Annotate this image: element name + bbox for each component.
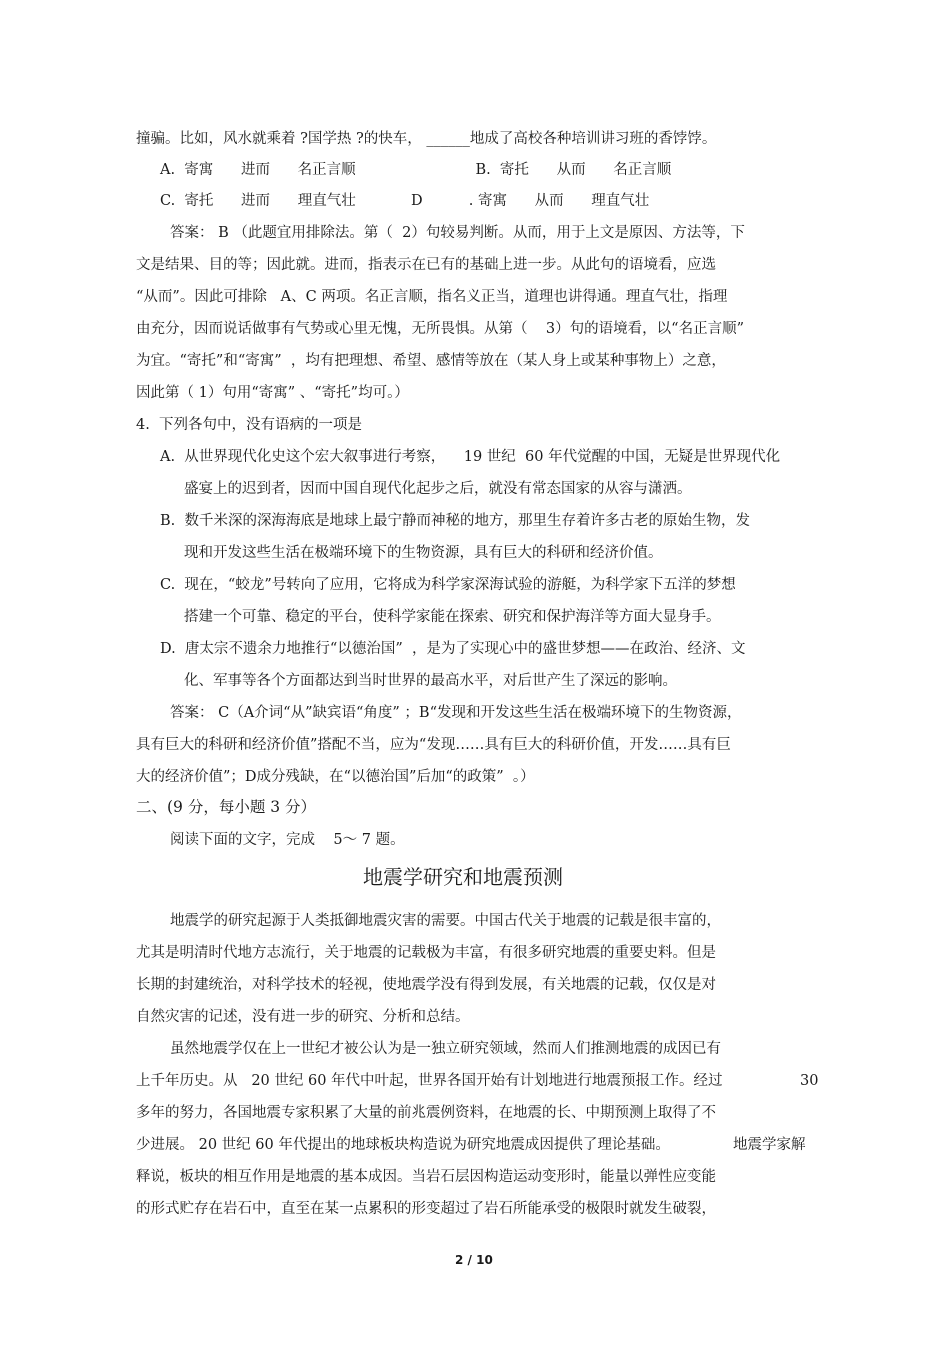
- option-line: A. 寄寓 进而 名正言顺 B. 寄托 从而 名正言顺: [160, 162, 672, 178]
- paragraph-line-tail: 30: [800, 1073, 819, 1089]
- text-line: 由充分，因而说话做事有气势或心里无愧，无所畏惧。从第（ 3）句的语境看，以“名正言顺”: [136, 321, 744, 337]
- paragraph-line: 自然灾害的记述，没有进一步的研究、分析和总结。: [136, 1009, 470, 1025]
- answer-line: 答案： B （此题宜用排除法。第（ 2）句较易判断。从而，用于上文是原因、方法等，下: [170, 225, 745, 241]
- section-heading: 二、(9 分，每小题 3 分）: [136, 798, 317, 816]
- text-line: 化、军事等各个方面都达到当时世界的最高水平，对后世产生了深远的影响。: [184, 673, 677, 689]
- text-line: 搭建一个可靠、稳定的平台，使科学家能在探索、研究和保护海洋等方面大显身手。: [184, 609, 721, 625]
- text-line: 大的经济价值”；D成分残缺，在“以德治国”后加“的政策” 。）: [136, 769, 535, 785]
- paragraph-line: 释说，板块的相互作用是地震的基本成因。当岩石层因构造运动变形时，能量以弹性应变能: [136, 1169, 716, 1185]
- option-line: D. 唐太宗不遗余力地推行“以德治国” ，是为了实现心中的盛世梦想——在政治、经济、文: [160, 641, 746, 657]
- paragraph-line: 虽然地震学仅在上一世纪才被公认为是一独立研究领域，然而人们推测地震的成因已有: [170, 1041, 721, 1057]
- paragraph-line: 的形式贮存在岩石中，直至在某一点累积的形变超过了岩石所能承受的极限时就发生破裂，: [136, 1201, 716, 1217]
- question-heading: 4. 下列各句中，没有语病的一项是: [136, 417, 363, 433]
- paragraph-line: 尤其是明清时代地方志流行，关于地震的记载极为丰富，有很多研究地震的重要史料。但是: [136, 945, 716, 961]
- option-line: A. 从世界现代化史这个宏大叙事进行考察， 19 世纪 60 年代觉醒的中国，无疑是世界现代化: [160, 449, 781, 465]
- text-line: 现和开发这些生活在极端环境下的生物资源，具有巨大的科研和经济价值。: [184, 545, 663, 561]
- text-line: 撞骗。比如，风水就乘着 ?国学热 ?的快车， ______地成了高校各种培训讲习班的香饽饽。: [136, 131, 717, 147]
- page-number: 2 / 10: [455, 1253, 493, 1267]
- paragraph-line: 地震学的研究起源于人类抵御地震灾害的需要。中国古代关于地震的记载是很丰富的，: [170, 913, 721, 929]
- paragraph-line-tail: 地震学家解: [733, 1137, 806, 1153]
- text-line: “从而”。因此可排除 A、C 两项。名正言顺，指名义正当，道理也讲得通。理直气壮，指理: [136, 289, 728, 305]
- paragraph-line: 长期的封建统治，对科学技术的轻视，使地震学没有得到发展，有关地震的记载，仅仅是对: [136, 977, 716, 993]
- instruction-line: 阅读下面的文字，完成 5～ 7 题。: [170, 832, 405, 848]
- article-title: 地震学研究和地震预测: [363, 865, 563, 889]
- option-line: C. 寄托 进而 理直气壮 D . 寄寓 从而 理直气壮: [160, 193, 650, 209]
- paragraph-line: 上千年历史。从 20 世纪 60 年代中叶起，世界各国开始有计划地进行地震预报工作。经过: [136, 1073, 723, 1089]
- text-line: 因此第（ 1）句用“寄寓” 、“寄托”均可。）: [136, 385, 409, 401]
- text-line: 具有巨大的科研和经济价值”搭配不当，应为“发现……具有巨大的科研价值，开发……具有巨: [136, 737, 731, 753]
- answer-line: 答案： C（A介词“从”缺宾语“角度” ；B“发现和开发这些生活在极端环境下的生物资源，: [170, 705, 742, 721]
- text-line: 为宜。“寄托”和“寄寓” ，均有把理想、希望、感情等放在（某人身上或某种事物上）之意，: [136, 353, 726, 369]
- option-line: C. 现在，“蛟龙”号转向了应用，它将成为科学家深海试验的游艇，为科学家下五洋的梦想: [160, 577, 736, 593]
- paragraph-line: 多年的努力，各国地震专家积累了大量的前兆震例资料，在地震的长、中期预测上取得了不: [136, 1105, 716, 1121]
- paragraph-line: 少进展。 20 世纪 60 年代提出的地球板块构造说为研究地震成因提供了理论基础。: [136, 1137, 670, 1153]
- text-line: 盛宴上的迟到者，因而中国自现代化起步之后，就没有常态国家的从容与潇洒。: [184, 481, 692, 497]
- option-line: B. 数千米深的深海海底是地球上最宁静而神秘的地方，那里生存着许多古老的原始生物，发: [160, 513, 750, 529]
- text-line: 文是结果、目的等；因此就。进而，指表示在已有的基础上进一步。从此句的语境看，应选: [136, 257, 716, 273]
